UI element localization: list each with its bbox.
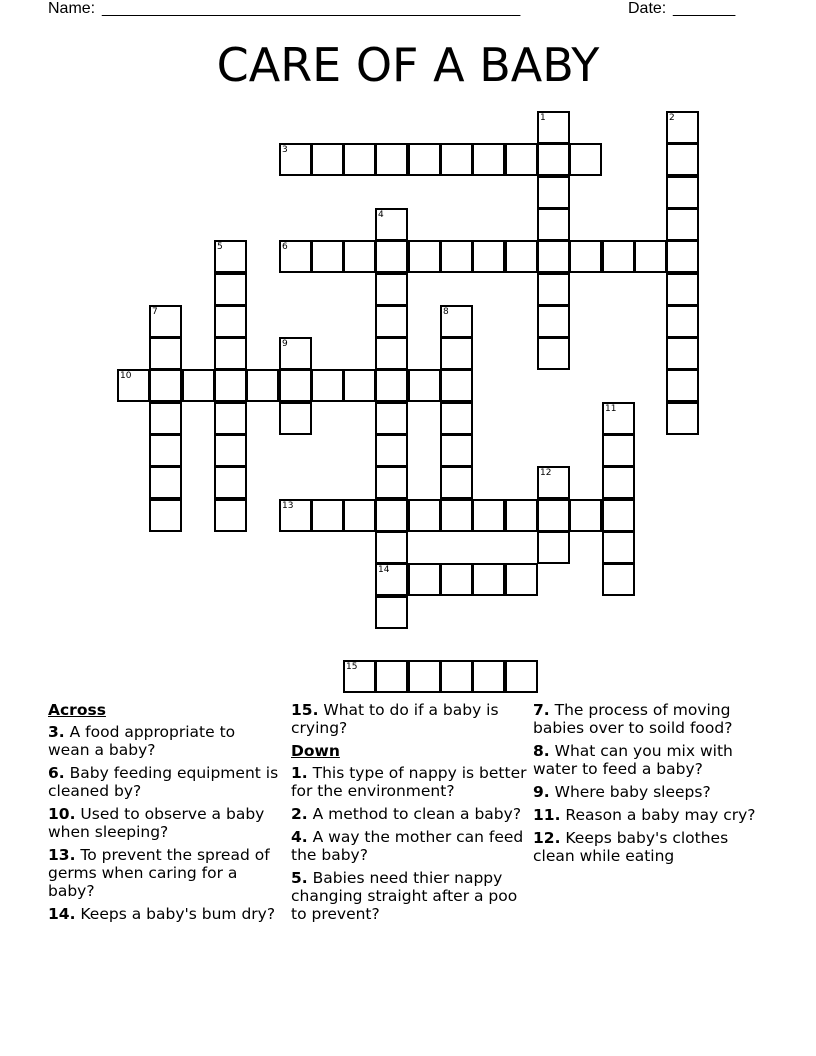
down-clue: 9. Where baby sleeps? <box>533 783 711 801</box>
grid-cell[interactable] <box>149 305 182 338</box>
grid-cell[interactable] <box>440 660 473 693</box>
grid-cell[interactable] <box>666 273 699 306</box>
down-clue: 1. This type of nappy is better for the environment? <box>291 764 527 800</box>
grid-cell[interactable] <box>472 499 505 532</box>
grid-cell[interactable] <box>666 208 699 241</box>
clue-number: 11 <box>605 404 617 414</box>
clue-number: 15 <box>346 662 358 672</box>
grid-cell[interactable] <box>440 563 473 596</box>
grid-cell[interactable] <box>279 143 312 176</box>
down-clue: 5. Babies need thier nappy changing straight after a poo to prevent? <box>291 869 518 923</box>
grid-cell[interactable] <box>440 402 473 435</box>
grid-cell[interactable] <box>537 176 570 209</box>
clue-number: 1 <box>540 113 546 123</box>
date-field[interactable]: _______ <box>673 0 736 17</box>
clue-number: 4 <box>378 210 384 220</box>
clue-number: 14 <box>378 565 390 575</box>
grid-cell[interactable] <box>214 499 247 532</box>
page-title: CARE OF A BABY <box>216 38 600 92</box>
grid-cell[interactable] <box>408 369 441 402</box>
down-clue: 11. Reason a baby may cry? <box>533 806 756 824</box>
clue-number: 12 <box>540 468 552 478</box>
clue-number: 8 <box>443 307 449 317</box>
grid-cell[interactable] <box>214 434 247 467</box>
grid-cell[interactable] <box>343 369 376 402</box>
grid-cell[interactable] <box>149 466 182 499</box>
grid-cell[interactable] <box>343 499 376 532</box>
clues-column-3 <box>533 701 763 870</box>
grid-cell[interactable] <box>279 369 312 402</box>
grid-cell[interactable] <box>408 143 441 176</box>
clue-number: 7 <box>152 307 158 317</box>
grid-cell[interactable] <box>149 434 182 467</box>
grid-cell[interactable] <box>375 273 408 306</box>
grid-cell[interactable] <box>214 305 247 338</box>
grid-cell[interactable] <box>440 369 473 402</box>
grid-cell[interactable] <box>569 143 602 176</box>
grid-cell[interactable] <box>440 499 473 532</box>
grid-cell[interactable] <box>472 563 505 596</box>
grid-cell[interactable] <box>375 531 408 564</box>
grid-cell[interactable] <box>537 305 570 338</box>
across-clue: 6. Baby feeding equipment is cleaned by? <box>48 764 279 800</box>
grid-cell[interactable] <box>375 434 408 467</box>
grid-cell[interactable] <box>279 240 312 273</box>
across-clue: 13. To prevent the spread of germs when caring for a baby? <box>48 846 270 900</box>
across-clue: 3. A food appropriate to wean a baby? <box>48 723 236 759</box>
grid-cell[interactable] <box>408 240 441 273</box>
down-clue: 2. A method to clean a baby? <box>291 805 522 823</box>
grid-cell[interactable] <box>666 402 699 435</box>
grid-cell[interactable] <box>440 143 473 176</box>
grid-cell[interactable] <box>279 337 312 370</box>
grid-cell[interactable] <box>375 240 408 273</box>
grid-cell[interactable] <box>117 369 150 402</box>
grid-cell[interactable] <box>666 305 699 338</box>
grid-cell[interactable] <box>602 240 635 273</box>
grid-cell[interactable] <box>343 143 376 176</box>
clue-number: 2 <box>669 113 675 123</box>
grid-cell[interactable] <box>214 337 247 370</box>
grid-cell[interactable] <box>343 240 376 273</box>
grid-cell[interactable] <box>408 660 441 693</box>
grid-cell[interactable] <box>375 369 408 402</box>
grid-cell[interactable] <box>537 208 570 241</box>
grid-cell[interactable] <box>375 143 408 176</box>
grid-cell[interactable] <box>440 466 473 499</box>
grid-cell[interactable] <box>311 499 344 532</box>
grid-cell[interactable] <box>569 240 602 273</box>
grid-cell[interactable] <box>602 531 635 564</box>
grid-cell[interactable] <box>149 499 182 532</box>
date-label: Date: <box>628 0 667 17</box>
grid-cell[interactable] <box>149 337 182 370</box>
grid-cell[interactable] <box>149 369 182 402</box>
clue-number: 9 <box>282 339 288 349</box>
grid-cell[interactable] <box>505 563 538 596</box>
grid-cell[interactable] <box>375 208 408 241</box>
grid-cell[interactable] <box>375 563 408 596</box>
clue-number: 13 <box>282 501 294 511</box>
grid-cell[interactable] <box>537 466 570 499</box>
grid-cell[interactable] <box>214 273 247 306</box>
grid-cell[interactable] <box>279 499 312 532</box>
grid-cell[interactable] <box>375 466 408 499</box>
grid-cell[interactable] <box>214 402 247 435</box>
clues-column-1 <box>48 701 280 928</box>
grid-cell[interactable] <box>246 369 279 402</box>
grid-cell[interactable] <box>408 499 441 532</box>
grid-cell[interactable] <box>537 111 570 144</box>
grid-cell[interactable] <box>569 499 602 532</box>
down-clue: 8. What can you mix with water to feed a baby? <box>533 742 733 778</box>
grid-cell[interactable] <box>602 434 635 467</box>
grid-cell[interactable] <box>440 337 473 370</box>
grid-cell[interactable] <box>537 143 570 176</box>
grid-cell[interactable] <box>537 273 570 306</box>
grid-cell[interactable] <box>375 305 408 338</box>
across-clue: 15. What to do if a baby is crying? <box>291 701 499 737</box>
clue-number: 10 <box>120 371 132 381</box>
across-clue: 10. Used to observe a baby when sleeping? <box>48 805 265 841</box>
grid-cell[interactable] <box>666 176 699 209</box>
grid-cell[interactable] <box>472 660 505 693</box>
down-clue: 4. A way the mother can feed the baby? <box>291 828 524 864</box>
down-clue: 7. The process of moving babies over to soild food? <box>533 701 733 737</box>
grid-cell[interactable] <box>440 434 473 467</box>
grid-cell[interactable] <box>472 240 505 273</box>
grid-cell[interactable] <box>214 240 247 273</box>
grid-cell[interactable] <box>279 402 312 435</box>
grid-cell[interactable] <box>505 660 538 693</box>
grid-cell[interactable] <box>634 240 667 273</box>
grid-cell[interactable] <box>182 369 215 402</box>
clues-column-2 <box>291 701 527 928</box>
grid-cell[interactable] <box>408 563 441 596</box>
across-heading: Across <box>48 701 106 719</box>
grid-cell[interactable] <box>311 143 344 176</box>
grid-cell[interactable] <box>537 240 570 273</box>
grid-cell[interactable] <box>666 143 699 176</box>
grid-cell[interactable] <box>666 369 699 402</box>
grid-cell[interactable] <box>311 240 344 273</box>
grid-cell[interactable] <box>602 499 635 532</box>
grid-cell[interactable] <box>214 369 247 402</box>
grid-cell[interactable] <box>149 402 182 435</box>
clue-number: 3 <box>282 145 288 155</box>
across-clue: 14. Keeps a baby's bum dry? <box>48 905 276 923</box>
clue-number: 5 <box>217 242 223 252</box>
grid-cell[interactable] <box>602 466 635 499</box>
down-clue: 12. Keeps baby's clothes clean while eating <box>533 829 729 865</box>
grid-cell[interactable] <box>666 337 699 370</box>
grid-cell[interactable] <box>375 337 408 370</box>
clue-number: 6 <box>282 242 288 252</box>
grid-cell[interactable] <box>505 499 538 532</box>
grid-cell[interactable] <box>440 240 473 273</box>
grid-cell[interactable] <box>375 596 408 629</box>
grid-cell[interactable] <box>472 143 505 176</box>
name-field[interactable]: _______________________________________________ <box>102 0 521 17</box>
grid-cell[interactable] <box>375 402 408 435</box>
grid-cell[interactable] <box>505 240 538 273</box>
grid-cell[interactable] <box>537 531 570 564</box>
grid-cell[interactable] <box>537 499 570 532</box>
grid-cell[interactable] <box>214 466 247 499</box>
grid-cell[interactable] <box>311 369 344 402</box>
grid-cell[interactable] <box>666 240 699 273</box>
grid-cell[interactable] <box>505 143 538 176</box>
grid-cell[interactable] <box>440 305 473 338</box>
grid-cell[interactable] <box>375 499 408 532</box>
grid-cell[interactable] <box>343 660 376 693</box>
grid-cell[interactable] <box>537 337 570 370</box>
grid-cell[interactable] <box>375 660 408 693</box>
grid-cell[interactable] <box>602 402 635 435</box>
grid-cell[interactable] <box>602 563 635 596</box>
down-heading: Down <box>291 742 340 760</box>
name-label: Name: <box>48 0 96 17</box>
grid-cell[interactable] <box>666 111 699 144</box>
